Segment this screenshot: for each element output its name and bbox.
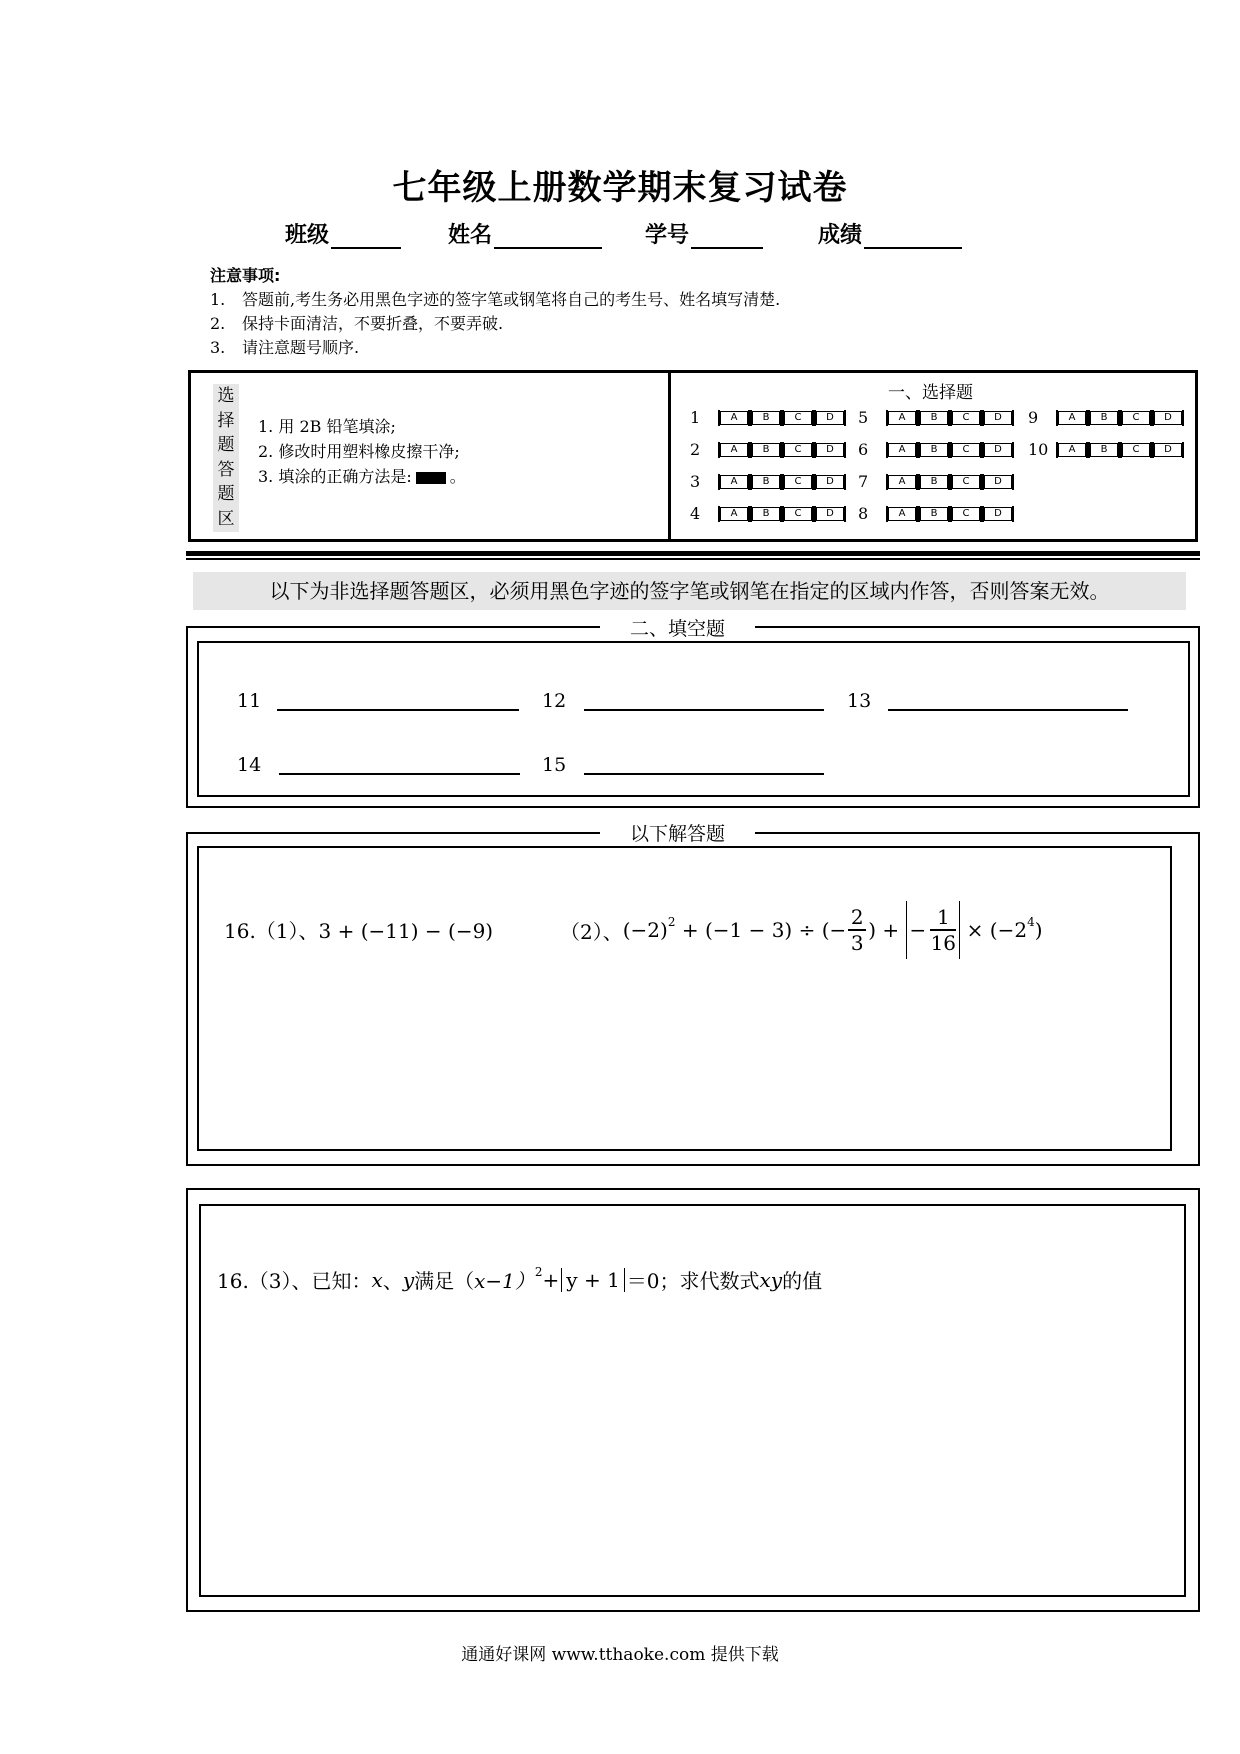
choice-options-row <box>720 411 844 425</box>
choice-option-bubble[interactable]: A <box>1058 443 1086 457</box>
choice-question-number: 2 <box>690 440 701 459</box>
choice-option-bubble[interactable]: C <box>952 411 980 425</box>
answer-blank-11[interactable] <box>277 709 519 711</box>
choice-options-row <box>888 475 1012 489</box>
blank-number: 11 <box>237 690 262 712</box>
choice-option-bubble[interactable]: D <box>816 411 844 425</box>
choice-option-bubble[interactable]: B <box>920 475 948 489</box>
absolute-value: − 1 16 <box>906 901 961 959</box>
choice-instructions <box>258 414 466 489</box>
choice-option-bubble[interactable]: A <box>1058 411 1086 425</box>
choice-option-bubble[interactable]: A <box>720 507 748 521</box>
divider-thick <box>186 551 1200 556</box>
choice-options-row <box>720 507 844 521</box>
class-label: 班级 <box>285 223 330 248</box>
choice-option-bubble[interactable]: D <box>816 507 844 521</box>
class-blank[interactable] <box>331 221 401 249</box>
choice-option-bubble[interactable]: D <box>1154 443 1182 457</box>
choice-options-row <box>1058 411 1182 425</box>
score-label: 成绩 <box>818 223 863 248</box>
id-field <box>645 218 763 249</box>
score-field <box>818 218 962 249</box>
choice-question-number: 10 <box>1028 440 1049 459</box>
choice-option-bubble[interactable]: C <box>952 507 980 521</box>
choice-option-bubble[interactable]: D <box>984 443 1012 457</box>
instruction-line: 1. 用 2B 铅笔填涂; <box>258 417 396 436</box>
fill-section-title: 二、填空题 <box>600 614 755 641</box>
choice-question-number: 7 <box>858 472 869 491</box>
problem-16-3: 16.（3）、已知： x 、 y 满足（ x−1） $^2$ + y + 1 ＝0；求代数式 xy 的值 <box>217 1264 823 1293</box>
choice-option-bubble[interactable]: B <box>920 507 948 521</box>
class-field <box>285 218 401 249</box>
divider-thin <box>186 558 1200 560</box>
choice-question-number: 6 <box>858 440 869 459</box>
choice-option-bubble[interactable]: B <box>1090 411 1118 425</box>
choice-option-bubble[interactable]: B <box>752 475 780 489</box>
problem-16-1: 16.（1）、3 + (−11) − (−9) <box>224 919 494 943</box>
choice-option-bubble[interactable]: C <box>784 443 812 457</box>
choice-option-bubble[interactable]: C <box>952 475 980 489</box>
choice-options-row <box>888 507 1012 521</box>
choice-option-bubble[interactable]: D <box>816 475 844 489</box>
choice-option-bubble[interactable]: C <box>784 507 812 521</box>
problem-16-2: （2）、 (−2) $^2$ + (−1 − 3) ÷ (− 2 3 ) + − 1 16 × (−2 $^4$ ) <box>560 900 1043 960</box>
choice-option-bubble[interactable]: B <box>1090 443 1118 457</box>
choice-option-bubble[interactable]: A <box>888 507 916 521</box>
notes-heading: 注意事项: <box>210 266 281 285</box>
score-blank[interactable] <box>864 221 962 249</box>
note-item: 1. 答题前,考生务必用黑色字迹的签字笔或钢笔将自己的考生号、姓名填写清楚. <box>210 290 781 309</box>
choice-option-bubble[interactable]: A <box>888 411 916 425</box>
choice-option-bubble[interactable]: C <box>784 475 812 489</box>
id-blank[interactable] <box>691 221 763 249</box>
choice-question-number: 9 <box>1028 408 1039 427</box>
fraction-two-thirds: 2 3 <box>848 905 866 955</box>
choice-option-bubble[interactable]: C <box>784 411 812 425</box>
choice-question-number: 1 <box>690 408 701 427</box>
fraction-one-sixteenth: 1 16 <box>930 905 957 955</box>
answer-blank-12[interactable] <box>584 709 824 711</box>
page-title: 七年级上册数学期末复习试卷 <box>392 168 848 208</box>
answer-blank-15[interactable] <box>584 773 824 775</box>
choice-vertical-label: 选 择 题 答 题 区 <box>213 384 239 532</box>
fill-sample-mark <box>416 472 446 484</box>
choice-option-bubble[interactable]: D <box>1154 411 1182 425</box>
non-choice-notice: 以下为非选择题答题区，必须用黑色字迹的签字笔或钢笔在指定的区域内作答，否则答案无效。 <box>193 572 1186 610</box>
choice-question-number: 8 <box>858 504 869 523</box>
choice-question-number: 3 <box>690 472 701 491</box>
footer: 通通好课网 www.tthaoke.com 提供下载 <box>461 1645 779 1665</box>
choice-option-bubble[interactable]: A <box>720 475 748 489</box>
blank-number: 12 <box>542 690 567 712</box>
choice-option-bubble[interactable]: C <box>1122 411 1150 425</box>
choice-option-bubble[interactable]: A <box>888 443 916 457</box>
name-label: 姓名 <box>448 223 493 248</box>
answer-blank-14[interactable] <box>279 773 520 775</box>
id-label: 学号 <box>645 223 690 248</box>
instruction-line: 3. 填涂的正确方法是: 。 <box>258 467 466 486</box>
answer-blank-13[interactable] <box>888 709 1128 711</box>
choice-option-bubble[interactable]: D <box>984 507 1012 521</box>
name-blank[interactable] <box>494 221 602 249</box>
blank-number: 13 <box>847 690 872 712</box>
choice-options-row <box>720 443 844 457</box>
choice-option-bubble[interactable]: C <box>952 443 980 457</box>
choice-option-bubble[interactable]: B <box>752 411 780 425</box>
choice-question-number: 5 <box>858 408 869 427</box>
choice-option-bubble[interactable]: A <box>720 443 748 457</box>
choice-option-bubble[interactable]: B <box>920 443 948 457</box>
choice-option-bubble[interactable]: B <box>920 411 948 425</box>
choice-options-row <box>720 475 844 489</box>
name-field <box>448 218 602 249</box>
choice-option-bubble[interactable]: C <box>1122 443 1150 457</box>
choice-option-bubble[interactable]: B <box>752 443 780 457</box>
choice-question-number: 4 <box>690 504 701 523</box>
note-item: 3. 请注意题号顺序. <box>210 338 360 357</box>
instruction-line: 2. 修改时用塑料橡皮擦干净; <box>258 442 460 461</box>
choice-option-bubble[interactable]: A <box>720 411 748 425</box>
answer-section-title: 以下解答题 <box>600 819 755 846</box>
choice-option-bubble[interactable]: D <box>984 475 1012 489</box>
notes <box>210 264 780 360</box>
absolute-value: y + 1 <box>561 1268 625 1292</box>
choice-option-bubble[interactable]: A <box>888 475 916 489</box>
choice-options-row <box>888 443 1012 457</box>
choice-option-bubble[interactable]: D <box>816 443 844 457</box>
note-item: 2. 保持卡面清洁，不要折叠，不要弄破. <box>210 314 504 333</box>
blank-number: 14 <box>237 754 262 776</box>
blank-number: 15 <box>542 754 567 776</box>
choice-options-row <box>888 411 1012 425</box>
problem-3-section-inner <box>199 1204 1186 1597</box>
choice-section-title: 一、选择题 <box>888 383 973 403</box>
answer-section-inner <box>197 846 1172 1151</box>
choice-option-bubble[interactable]: D <box>984 411 1012 425</box>
choice-options-row <box>1058 443 1182 457</box>
choice-divider <box>668 370 671 542</box>
choice-option-bubble[interactable]: B <box>752 507 780 521</box>
